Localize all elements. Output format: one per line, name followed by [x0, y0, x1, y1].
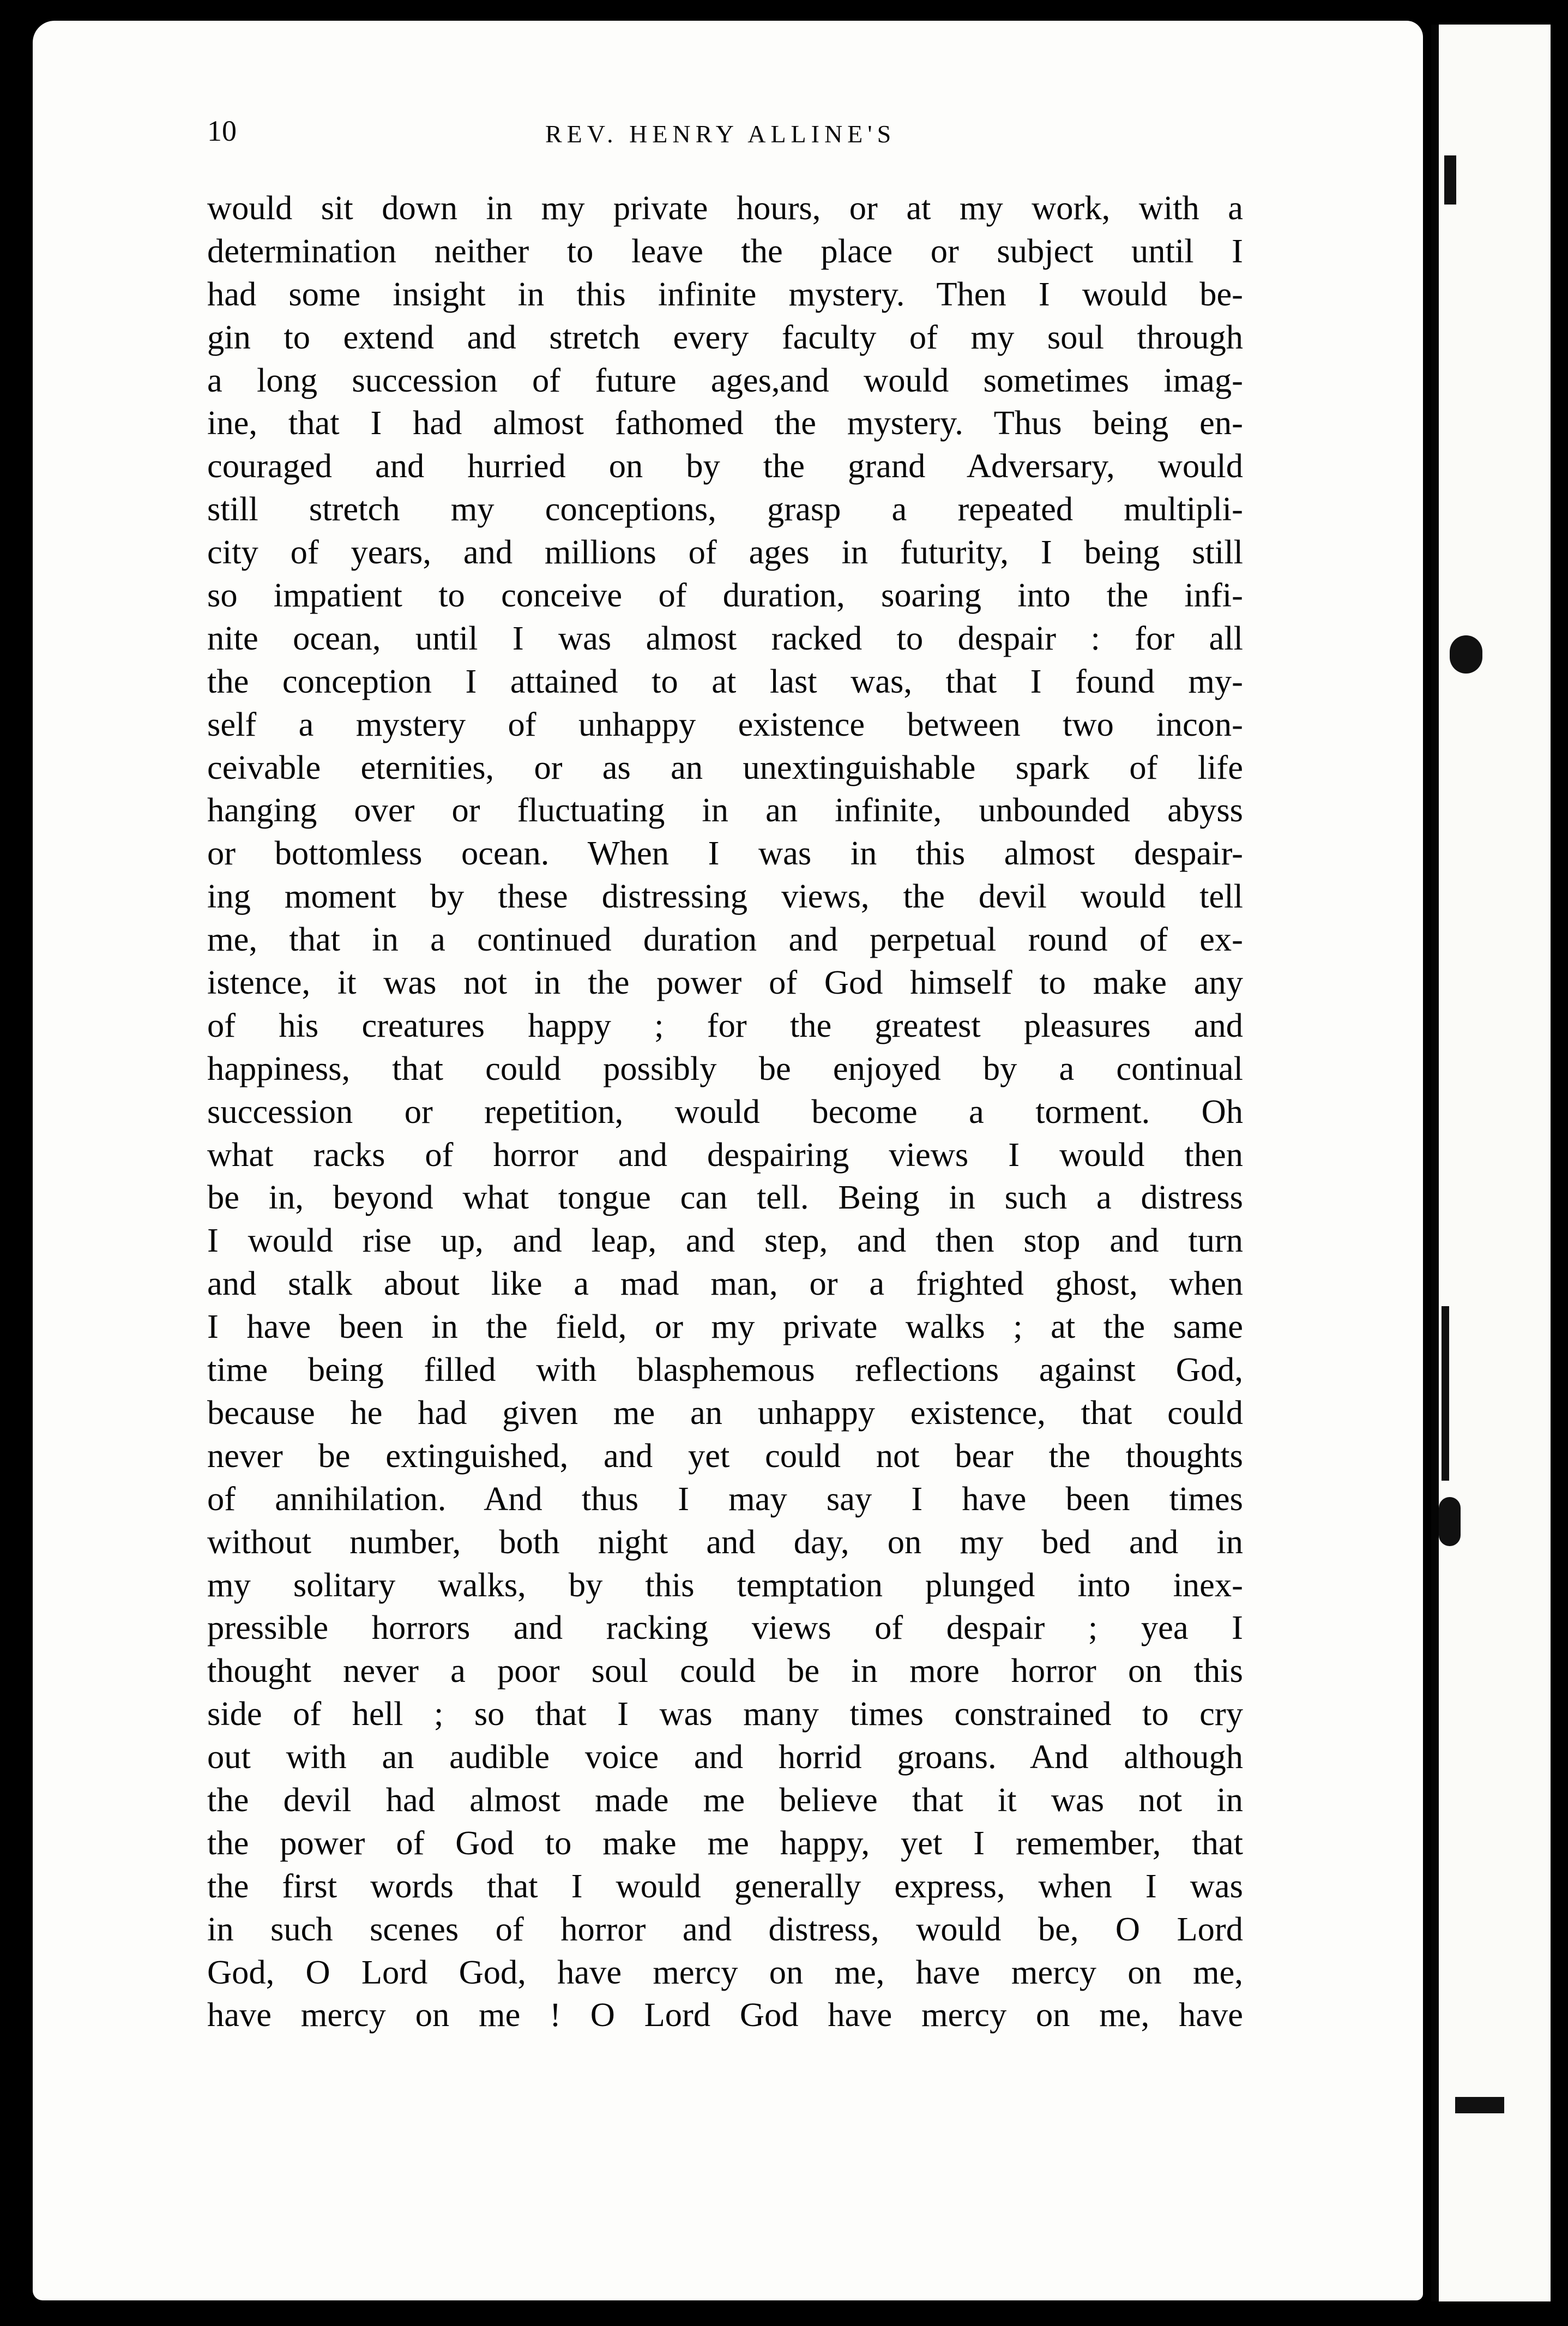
text-line: God, O Lord God, have mercy on me, have mercy on me,: [207, 1952, 1243, 1991]
text-line: ceivable eternities, or as an unextinguishable spark of life: [207, 748, 1243, 786]
text-line: without number, both night and day, on my bed and in: [207, 1522, 1243, 1561]
text-line: side of hell ; so that I was many times constrained to cry: [207, 1694, 1243, 1733]
text-line: hanging over or fluctuating in an infinite, unbounded abyss: [207, 791, 1243, 830]
text-line: of his creatures happy ; for the greatest pleasures and: [207, 1006, 1243, 1044]
text-line: my solitary walks, by this temptation plunged into inex-: [207, 1565, 1243, 1604]
text-line: nite ocean, until I was almost racked to despair : for all: [207, 618, 1243, 657]
text-line: never be extinguished, and yet could not bear the thoughts: [207, 1436, 1243, 1475]
scan-speck: [1442, 1306, 1449, 1481]
text-line: self a mystery of unhappy existence between two incon-: [207, 705, 1243, 743]
text-line: of annihilation. And thus I may say I have been times: [207, 1479, 1243, 1518]
text-line: had some insight in this infinite mystery. Then I would be-: [207, 274, 1243, 313]
scan-speck: [1450, 635, 1482, 674]
text-line: city of years, and millions of ages in futurity, I being still: [207, 533, 1243, 572]
text-line: me, that in a continued duration and perpetual round of ex-: [207, 920, 1243, 959]
text-line: determination neither to leave the place or subject until I: [207, 231, 1243, 270]
text-line: out with an audible voice and horrid groans. And although: [207, 1738, 1243, 1776]
text-line: the conception I attained to at last was, that I found my-: [207, 662, 1243, 700]
text-line: I would rise up, and leap, and step, and then stop and turn: [207, 1221, 1243, 1260]
text-line: couraged and hurried on by the grand Adversary, would: [207, 447, 1243, 485]
text-line: pressible horrors and racking views of despair ; yea I: [207, 1608, 1243, 1647]
text-line: ine, that I had almost fathomed the mystery. Thus being en-: [207, 404, 1243, 442]
text-line: still stretch my conceptions, grasp a repeated multipli-: [207, 490, 1243, 528]
page-header: [207, 109, 1319, 158]
text-line: istence, it was not in the power of God himself to make any: [207, 963, 1243, 1002]
text-line: time being filled with blasphemous reflections against God,: [207, 1350, 1243, 1389]
text-line: ing moment by these distressing views, the devil would tell: [207, 877, 1243, 916]
text-line: have mercy on me ! O Lord God have mercy on me, have: [207, 1996, 1243, 2034]
text-line: because he had given me an unhappy existence, that could: [207, 1393, 1243, 1432]
text-line: happiness, that could possibly be enjoyed by a continual: [207, 1049, 1243, 1087]
text-line: succession or repetition, would become a torment. Oh: [207, 1092, 1243, 1131]
text-line: would sit down in my private hours, or at my work, with a: [207, 189, 1243, 227]
text-line: be in, beyond what tongue can tell. Being in such a distress: [207, 1178, 1243, 1217]
facing-page-edge: [1431, 25, 1551, 2301]
text-line: the first words that I would generally express, when I was: [207, 1866, 1243, 1905]
scan-speck: [1455, 2097, 1504, 2113]
text-line: thought never a poor soul could be in more horror on this: [207, 1651, 1243, 1690]
text-line: the power of God to make me happy, yet I remember, that: [207, 1823, 1243, 1862]
text-line: in such scenes of horror and distress, would be, O Lord: [207, 1909, 1243, 1948]
running-head: REV. HENRY ALLINE'S: [545, 120, 896, 148]
body-text: [207, 187, 1243, 2036]
scan-speck: [1439, 1497, 1461, 1546]
text-line: I have been in the field, or my private walks ; at the same: [207, 1307, 1243, 1346]
text-line: the devil had almost made me believe that it was not in: [207, 1780, 1243, 1819]
text-line: or bottomless ocean. When I was in this almost despair-: [207, 834, 1243, 873]
scan-speck: [1444, 155, 1456, 205]
text-line: and stalk about like a mad man, or a frighted ghost, when: [207, 1264, 1243, 1303]
text-line: a long succession of future ages,and would sometimes imag-: [207, 360, 1243, 399]
text-line: so impatient to conceive of duration, soaring into the infi-: [207, 576, 1243, 615]
page-number: 10: [207, 115, 237, 147]
text-line: what racks of horror and despairing views I would then: [207, 1135, 1243, 1174]
text-line: gin to extend and stretch every faculty of my soul through: [207, 317, 1243, 356]
